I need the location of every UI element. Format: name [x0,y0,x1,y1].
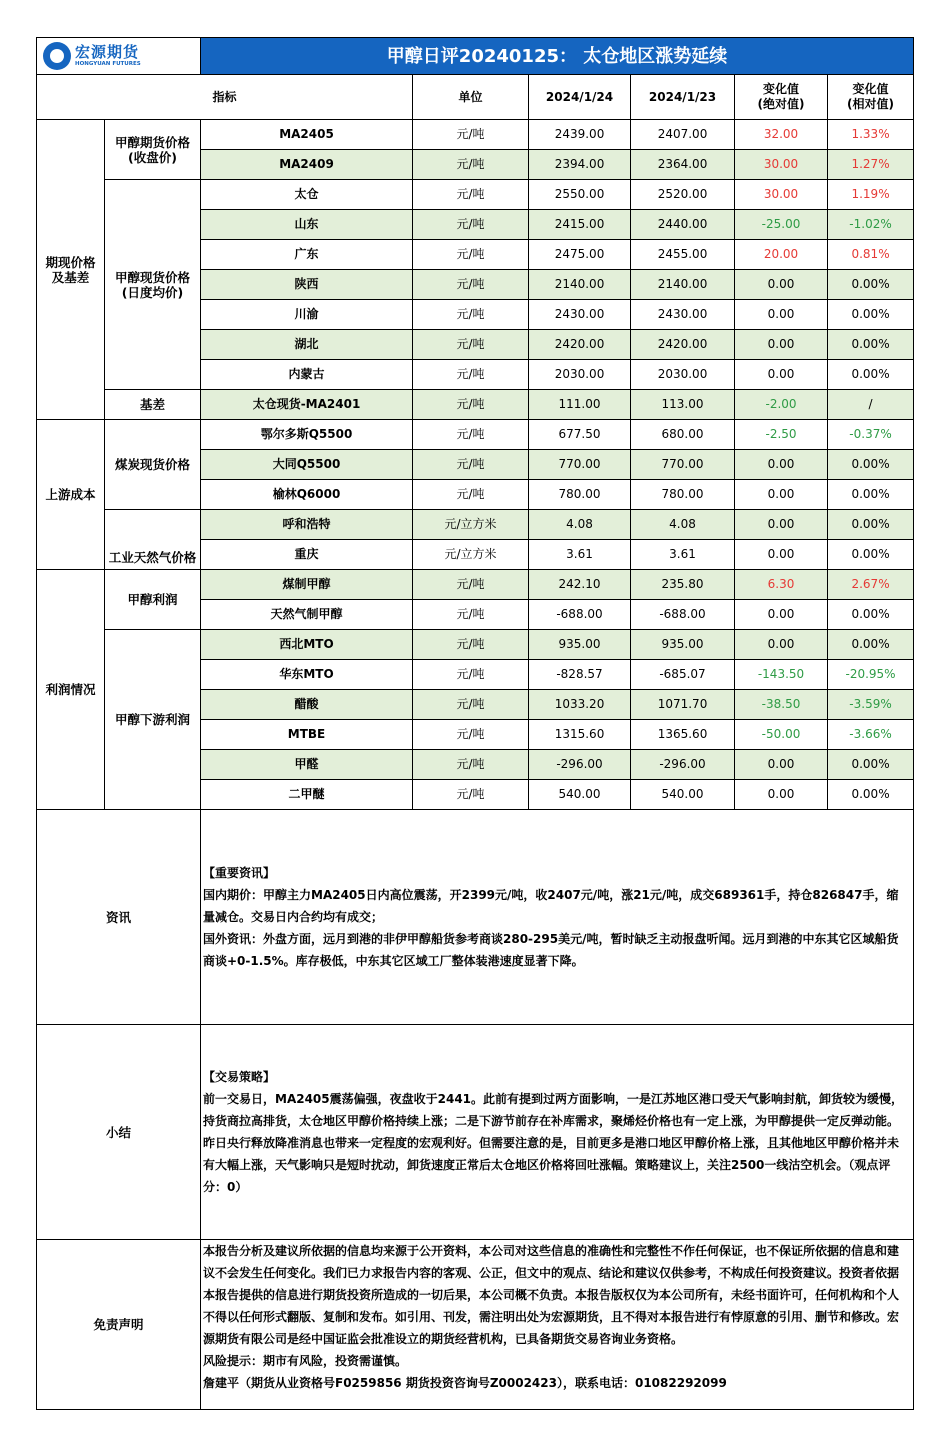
summary-heading: 【交易策略】 [203,1070,276,1084]
unit-cell: 元/吨 [413,690,529,720]
summary-label: 小结 [37,1025,201,1240]
indicator-name: 太仓现货-MA2401 [201,390,413,420]
disclaimer-text: 本报告分析及建议所依据的信息均来源于公开资料，本公司对这些信息的准确性和完整性不作任何保证，也不保证所依据的信息和建议不会发生任何变化。我们已力求报告内容的客观、公正，但文中的观点、结论和建议仅供参考，不构成任何投资建议。投资者依据本报告提供的信息进行期货投资所造成的一切后果，本公司概不负责。本报告版权仅为本公司所有，未经书面许可，任何机构和个人不得以任何形式翻版、复制和发布。如引用、刊发，需注明出处为宏源期货，且不得对本报告进行有悖原意的引用、删节和修改。宏源期货有限公司是经中国证监会批准设立的期货经营机构，已具备期货交易咨询业务资格。 [203,1244,900,1346]
disclaimer-content [201,1240,914,1410]
value-date1: 2394.00 [529,150,631,180]
subcategory-spot-price: 甲醇现货价格 (日度均价) [105,180,201,390]
indicator-name: 山东 [201,210,413,240]
value-date2: 2140.00 [631,270,735,300]
change-absolute: 0.00 [735,510,828,540]
table-row [37,390,914,420]
change-absolute: 0.00 [735,300,828,330]
value-date1: 2030.00 [529,360,631,390]
value-date2: 935.00 [631,630,735,660]
value-date1: 2415.00 [529,210,631,240]
value-date2: 2430.00 [631,300,735,330]
indicator-name: 榆林Q6000 [201,480,413,510]
unit-cell: 元/吨 [413,630,529,660]
indicator-name: 川渝 [201,300,413,330]
value-date1: 935.00 [529,630,631,660]
table-row [37,420,914,450]
value-date2: 235.80 [631,570,735,600]
indicator-name: 西北MTO [201,630,413,660]
logo-name: 宏源期货 [75,43,140,61]
change-absolute: 30.00 [735,180,828,210]
news-heading: 【重要资讯】 [203,866,276,880]
change-relative: -1.02% [828,210,914,240]
change-absolute: -2.50 [735,420,828,450]
change-absolute: 0.00 [735,360,828,390]
value-date1: 242.10 [529,570,631,600]
change-relative: -3.59% [828,690,914,720]
change-relative: 0.00% [828,360,914,390]
change-absolute: -50.00 [735,720,828,750]
category-spot-basis: 期现价格 及基差 [37,120,105,420]
indicator-name: 重庆 [201,540,413,570]
unit-cell: 元/吨 [413,210,529,240]
change-absolute: 0.00 [735,480,828,510]
indicator-name: 醋酸 [201,690,413,720]
value-date2: 4.08 [631,510,735,540]
change-relative: 0.00% [828,510,914,540]
risk-warning: 风险提示：期市有风险，投资需谨慎。 [203,1354,408,1368]
col-header-indicator: 指标 [37,75,413,120]
unit-cell: 元/吨 [413,240,529,270]
analyst-contact: 詹建平（期货从业资格号F0259856 期货投资咨询号Z0002423），联系电话：01082292099 [203,1376,727,1390]
change-relative: 0.81% [828,240,914,270]
change-relative: 1.19% [828,180,914,210]
value-date2: 1071.70 [631,690,735,720]
change-absolute: 6.30 [735,570,828,600]
value-date2: 770.00 [631,450,735,480]
change-relative: 0.00% [828,630,914,660]
change-relative: -20.95% [828,660,914,690]
subcategory-methanol-profit: 甲醇利润 [105,570,201,630]
unit-cell: 元/吨 [413,360,529,390]
change-relative: -3.66% [828,720,914,750]
change-relative: 0.00% [828,540,914,570]
subcategory-futures-price: 甲醇期货价格 (收盘价) [105,120,201,180]
value-date1: 770.00 [529,450,631,480]
value-date1: 2439.00 [529,120,631,150]
value-date2: 2030.00 [631,360,735,390]
change-relative: -0.37% [828,420,914,450]
value-date1: 3.61 [529,540,631,570]
value-date1: 2550.00 [529,180,631,210]
value-date1: 2420.00 [529,330,631,360]
table-row [37,180,914,210]
change-relative: 0.00% [828,450,914,480]
indicator-name: 二甲醚 [201,780,413,810]
indicator-name: 湖北 [201,330,413,360]
value-date2: 540.00 [631,780,735,810]
indicator-name: 陕西 [201,270,413,300]
value-date1: -296.00 [529,750,631,780]
indicator-name: 内蒙古 [201,360,413,390]
table-row [37,570,914,600]
value-date1: 780.00 [529,480,631,510]
change-relative: 1.27% [828,150,914,180]
subcategory-basis: 基差 [105,390,201,420]
value-date1: 111.00 [529,390,631,420]
value-date2: -296.00 [631,750,735,780]
summary-content [201,1025,914,1240]
value-date1: 1315.60 [529,720,631,750]
change-absolute: -2.00 [735,390,828,420]
unit-cell: 元/立方米 [413,540,529,570]
change-absolute: 0.00 [735,450,828,480]
change-absolute: 0.00 [735,600,828,630]
value-date2: 2420.00 [631,330,735,360]
value-date2: 3.61 [631,540,735,570]
table-row [37,510,914,540]
unit-cell: 元/吨 [413,120,529,150]
change-relative: / [828,390,914,420]
change-absolute: 30.00 [735,150,828,180]
change-absolute: 0.00 [735,780,828,810]
value-date2: -685.07 [631,660,735,690]
summary-text: 前一交易日，MA2405震荡偏强，夜盘收于2441。此前有提到过两方面影响，一是江苏地区港口受天气影响封航，卸货较为缓慢，持货商拉高排货，太仓地区甲醇价格持续上涨；二是下游节前存在补库需求，聚烯烃价格也有一定上涨，为甲醇提供一定反弹动能。昨日央行释放降准消息也带来一定程度的宏观利好。但需要注意的是，目前更多是港口地区甲醇价格上涨，且其他地区甲醇价格并未有大幅上涨，天气影响只是短时扰动，卸货速度正常后太仓地区价格将回吐涨幅。策略建议上，关注2500一线沽空机会。（观点评分：0） [203,1092,904,1194]
change-relative: 2.67% [828,570,914,600]
change-absolute: 0.00 [735,540,828,570]
indicator-name: 甲醛 [201,750,413,780]
value-date1: 2475.00 [529,240,631,270]
change-relative: 0.00% [828,330,914,360]
table-row [37,120,914,150]
unit-cell: 元/吨 [413,480,529,510]
subcategory-coal-price: 煤炭现货价格 [105,420,201,510]
value-date2: 2520.00 [631,180,735,210]
col-header-date2: 2024/1/23 [631,75,735,120]
value-date1: -828.57 [529,660,631,690]
col-header-change-rel: 变化值 (相对值) [828,75,914,120]
change-absolute: 0.00 [735,750,828,780]
unit-cell: 元/吨 [413,570,529,600]
change-absolute: 0.00 [735,270,828,300]
news-label: 资讯 [37,810,201,1025]
unit-cell: 元/吨 [413,600,529,630]
commentary-table [36,809,914,1410]
indicator-name: 呼和浩特 [201,510,413,540]
company-logo [37,38,201,75]
subcategory-downstream-profit: 甲醇下游利润 [105,630,201,810]
value-date2: -688.00 [631,600,735,630]
indicator-name: MA2405 [201,120,413,150]
change-absolute: 32.00 [735,120,828,150]
change-absolute: -38.50 [735,690,828,720]
unit-cell: 元/吨 [413,750,529,780]
value-date1: -688.00 [529,600,631,630]
change-absolute: -25.00 [735,210,828,240]
change-relative: 0.00% [828,270,914,300]
logo-icon [43,42,71,70]
methanol-daily-report [36,37,913,1410]
change-absolute: -143.50 [735,660,828,690]
indicator-name: 太仓 [201,180,413,210]
value-date2: 2455.00 [631,240,735,270]
value-date2: 2364.00 [631,150,735,180]
change-absolute: 0.00 [735,630,828,660]
value-date1: 540.00 [529,780,631,810]
value-date2: 780.00 [631,480,735,510]
change-relative: 0.00% [828,480,914,510]
page-title: 甲醇日评20240125： 太仓地区涨势延续 [201,38,914,75]
indicator-name: MA2409 [201,150,413,180]
value-date2: 2407.00 [631,120,735,150]
value-date2: 680.00 [631,420,735,450]
unit-cell: 元/吨 [413,330,529,360]
unit-cell: 元/吨 [413,450,529,480]
value-date2: 2440.00 [631,210,735,240]
indicator-name: 华东MTO [201,660,413,690]
value-date1: 4.08 [529,510,631,540]
unit-cell: 元/吨 [413,150,529,180]
col-header-date1: 2024/1/24 [529,75,631,120]
unit-cell: 元/吨 [413,270,529,300]
indicator-name: 煤制甲醇 [201,570,413,600]
report-table [36,37,914,810]
col-header-unit: 单位 [413,75,529,120]
news-domestic: 国内期价：甲醇主力MA2405日内高位震荡，开2399元/吨，收2407元/吨，涨21元/吨，成交689361手，持仓826847手，缩量减仓。交易日内合约均有成交； [203,888,899,924]
unit-cell: 元/吨 [413,660,529,690]
unit-cell: 元/吨 [413,390,529,420]
value-date1: 677.50 [529,420,631,450]
change-relative: 1.33% [828,120,914,150]
change-absolute: 20.00 [735,240,828,270]
table-row [37,630,914,660]
indicator-name: 鄂尔多斯Q5500 [201,420,413,450]
unit-cell: 元/吨 [413,780,529,810]
value-date1: 2430.00 [529,300,631,330]
news-content [201,810,914,1025]
unit-cell: 元/吨 [413,180,529,210]
value-date2: 1365.60 [631,720,735,750]
logo-english: HONGYUAN FUTURES [75,61,141,67]
unit-cell: 元/吨 [413,420,529,450]
news-foreign: 国外资讯：外盘方面，远月到港的非伊甲醇船货参考商谈280-295美元/吨，暂时缺乏主动报盘听闻。远月到港的中东其它区域船货商谈+0-1.5%。库存极低，中东其它区域工厂整体装港速度显著下降。 [203,932,899,968]
disclaimer-label: 免责声明 [37,1240,201,1410]
unit-cell: 元/吨 [413,300,529,330]
change-relative: 0.00% [828,750,914,780]
unit-cell: 元/吨 [413,720,529,750]
change-relative: 0.00% [828,600,914,630]
value-date2: 113.00 [631,390,735,420]
change-relative: 0.00% [828,300,914,330]
value-date1: 1033.20 [529,690,631,720]
change-absolute: 0.00 [735,330,828,360]
unit-cell: 元/立方米 [413,510,529,540]
indicator-name: MTBE [201,720,413,750]
subcategory-gas-price: 工业天然气价格 [105,510,201,570]
indicator-name: 天然气制甲醇 [201,600,413,630]
value-date1: 2140.00 [529,270,631,300]
change-relative: 0.00% [828,780,914,810]
col-header-change-abs: 变化值 (绝对值) [735,75,828,120]
indicator-name: 大同Q5500 [201,450,413,480]
category-upstream-cost: 上游成本 [37,420,105,570]
category-profit: 利润情况 [37,570,105,810]
indicator-name: 广东 [201,240,413,270]
